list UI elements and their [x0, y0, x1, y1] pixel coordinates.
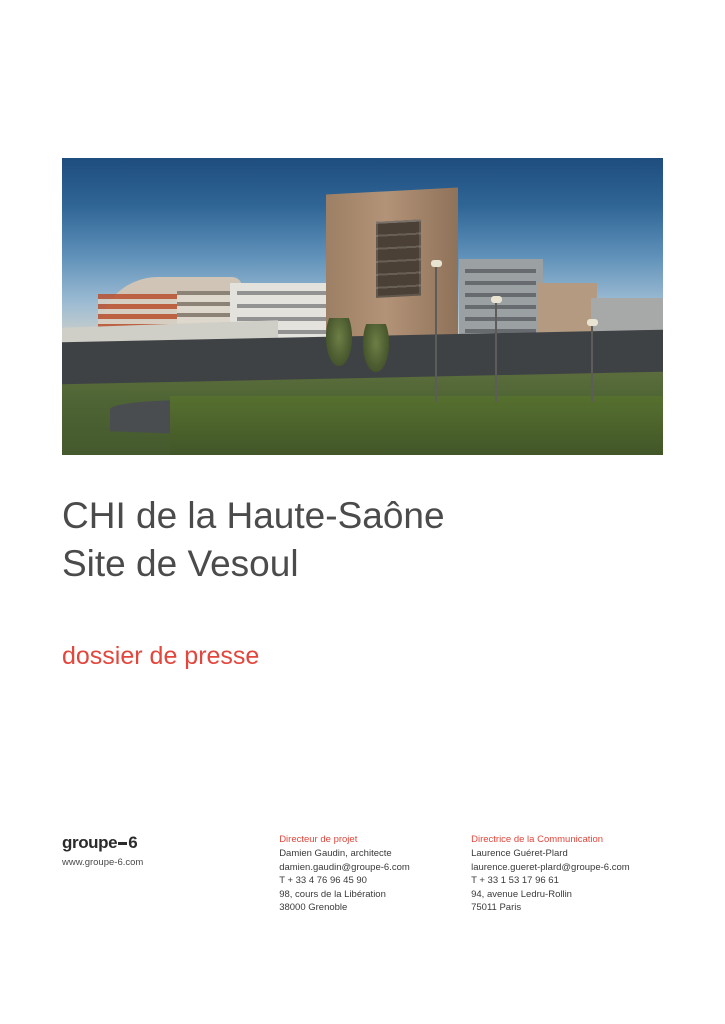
contact-phone: T + 33 4 76 96 45 90 — [279, 875, 367, 886]
street-lamp — [435, 265, 437, 402]
lawn — [170, 396, 663, 455]
logo-dash-icon — [118, 842, 127, 845]
document-subtitle: dossier de presse — [62, 642, 260, 670]
contact-phone: T + 33 1 53 17 96 61 — [471, 875, 559, 886]
title-line-1: CHI de la Haute-Saône — [62, 495, 445, 536]
page-title — [62, 492, 662, 588]
logo-text-before: groupe — [62, 833, 118, 852]
contact-email[interactable]: damien.gaudin@groupe-6.com — [279, 861, 410, 873]
contact-city: 38000 Grenoble — [279, 902, 348, 913]
tree — [326, 318, 352, 366]
groupe-6-logo — [62, 834, 279, 852]
logo-text-after: 6 — [128, 833, 138, 852]
contact-name: Laurence Guéret-Plard — [471, 848, 568, 859]
footer — [62, 834, 663, 915]
footer-brand — [62, 834, 279, 915]
contact-street: 94, avenue Ledru-Rollin — [471, 888, 572, 900]
contact-heading: Directeur de projet — [279, 834, 358, 845]
title-line-2: Site de Vesoul — [62, 543, 299, 584]
contact-street: 98, cours de la Libération — [279, 888, 386, 900]
contact-heading: Directrice de la Communication — [471, 834, 604, 845]
contact-communication-director — [471, 834, 663, 915]
contact-email[interactable]: laurence.gueret-plard@groupe-6.com — [471, 861, 630, 873]
street-lamp — [495, 301, 497, 402]
website-link[interactable]: www.groupe-6.com — [62, 857, 144, 868]
building-glass-facade — [377, 219, 422, 298]
cover-photo — [62, 158, 663, 455]
contact-name: Damien Gaudin, architecte — [279, 848, 392, 859]
street-lamp — [591, 324, 593, 401]
contact-city: 75011 Paris — [471, 902, 522, 913]
contact-project-director — [279, 834, 471, 915]
tree — [363, 324, 389, 372]
